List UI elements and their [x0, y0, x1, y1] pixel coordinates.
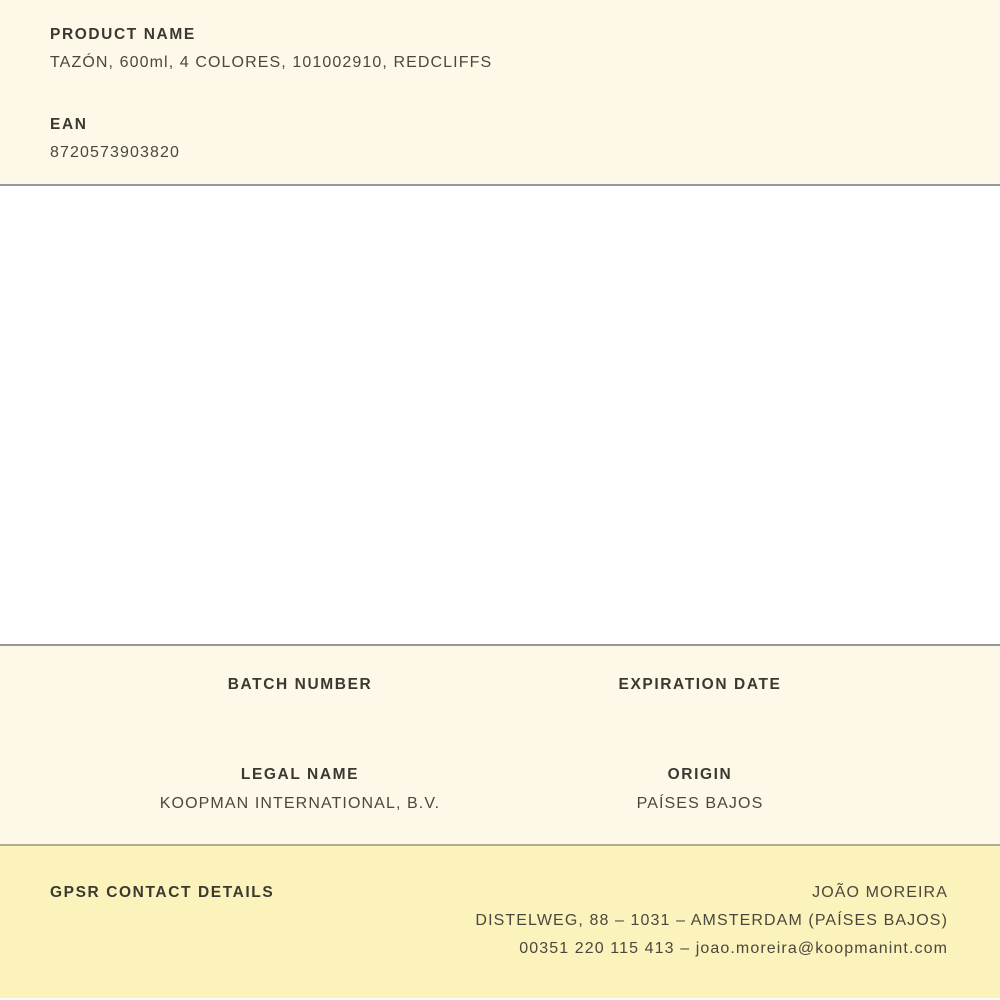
product-name-field: [50, 26, 950, 72]
ean-label: EAN: [50, 116, 88, 133]
product-info-panel: [0, 0, 1000, 186]
gpsr-contact-heading: GPSR CONTACT DETAILS: [50, 884, 275, 901]
ean-value: 8720573903820: [50, 144, 180, 161]
contact-phone-email: 00351 220 115 413 – joao.moreira@koopmanint.com: [519, 940, 948, 957]
legal-name-label: LEGAL NAME: [240, 766, 360, 783]
product-name-value: TAZÓN, 600ml, 4 COLORES, 101002910, REDCLIFFS: [50, 54, 493, 71]
product-name-label: PRODUCT NAME: [50, 26, 196, 43]
batch-number-field: [100, 676, 500, 694]
origin-value: PAÍSES BAJOS: [636, 795, 764, 812]
gpsr-contact-block: [475, 884, 948, 958]
details-panel: [0, 644, 1000, 844]
ean-field: [50, 116, 950, 162]
contact-address: DISTELWEG, 88 – 1031 – AMSTERDAM (PAÍSES BAJOS): [475, 912, 948, 929]
details-row-legal-origin: [100, 766, 900, 813]
batch-number-label: BATCH NUMBER: [227, 676, 373, 693]
legal-name-value: KOOPMAN INTERNATIONAL, B.V.: [159, 795, 441, 812]
legal-name-field: [100, 766, 500, 813]
main-content-area: [0, 186, 1000, 644]
expiration-date-field: [500, 676, 900, 694]
expiration-date-label: EXPIRATION DATE: [618, 676, 782, 693]
details-row-batch-expiration: [100, 676, 900, 694]
contact-name: JOÃO MOREIRA: [812, 884, 948, 901]
gpsr-contact-panel: [0, 844, 1000, 998]
origin-label: ORIGIN: [667, 766, 733, 783]
origin-field: [500, 766, 900, 813]
